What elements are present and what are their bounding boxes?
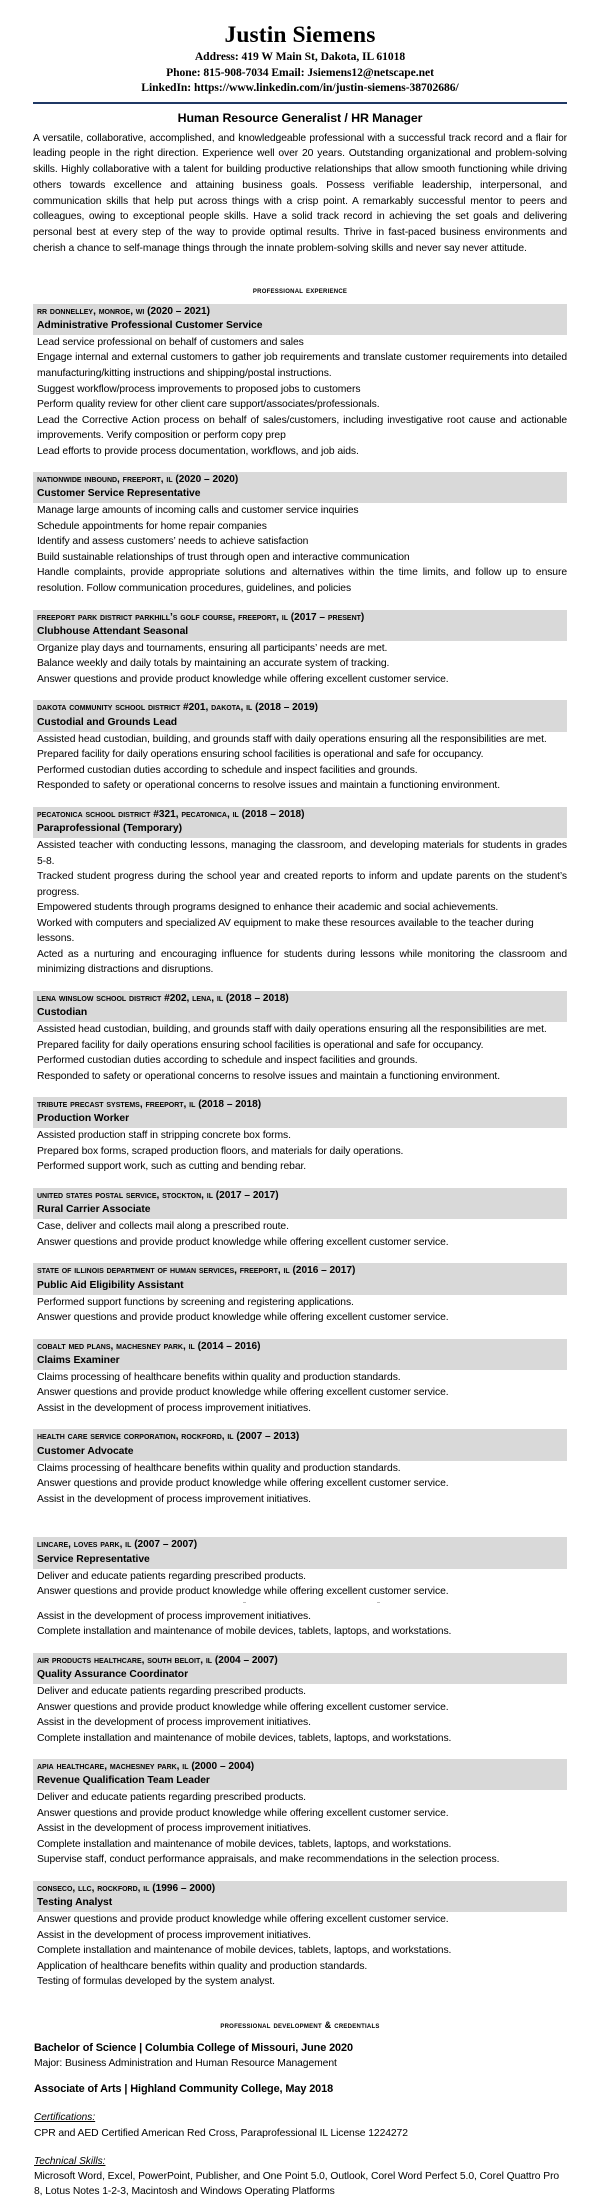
job-entry <box>33 1097 567 1175</box>
job-header <box>33 807 567 838</box>
job-header <box>33 1097 567 1128</box>
job-company: apia healthcare, machesney park, il (2000 – 2004) <box>37 1761 255 1773</box>
job-company: lena winslow school district #202, lena, il (2018 – 2018) <box>37 992 289 1004</box>
job-bullet: Empowered students through programs designed to enhance their academic and social achievements. <box>37 902 499 914</box>
job-bullet: Manage large amounts of incoming calls and customer service inquiries <box>37 505 359 517</box>
job-bullets <box>33 503 567 596</box>
job-bullets <box>33 1684 567 1746</box>
job-bullets <box>33 1022 567 1084</box>
job-bullet: Complete installation and maintenance of mobile devices, tablets, laptops, and workstations. <box>37 1945 452 1957</box>
linkedin-line: LinkedIn: https://www.linkedin.com/in/justin-siemens-38702686/ <box>141 81 459 95</box>
education-entry <box>33 2040 567 2071</box>
education-degree: Associate of Arts | Highland Community College, May 2018 <box>34 2083 334 2096</box>
job-company: rr donnelley, monroe, wi (2020 – 2021) <box>37 305 211 317</box>
job-entry <box>33 700 567 793</box>
job-header <box>33 1263 567 1294</box>
job-entry <box>33 610 567 688</box>
job-company: cobalt med plans, machesney park, il (2014 – 2016) <box>37 1340 261 1352</box>
job-company: conseco, llc, rockford, il (1996 – 2000) <box>37 1882 216 1894</box>
job-company: tribute precast systems, freeport, il (2018 – 2018) <box>37 1099 262 1111</box>
section-heading-professional-development: professional development & credentials <box>220 2019 380 2030</box>
job-header <box>33 1653 567 1684</box>
job-bullet: Answer questions and provide product knowledge while offering excellent customer service. <box>37 1387 449 1399</box>
job-company: air products healthcare, south beloit, il (2004 – 2007) <box>37 1654 278 1666</box>
job-title: Custodial and Grounds Lead <box>37 716 178 728</box>
target-role-headline: Human Resource Generalist / HR Manager <box>177 110 423 125</box>
job-title: Administrative Professional Customer Service <box>37 319 263 331</box>
job-bullet: Assist in the development of process improvement initiatives. <box>37 1493 311 1505</box>
job-header <box>33 472 567 503</box>
education-entry <box>33 2081 567 2097</box>
job-bullet: Answer questions and provide product knowledge while offering excellent customer service. <box>37 1586 449 1598</box>
technical-skills-label: Technical Skills: <box>34 2155 106 2167</box>
technical-skills-block <box>33 2154 567 2200</box>
job-entry <box>33 304 567 459</box>
job-bullet: Schedule appointments for home repair companies <box>37 520 267 532</box>
education-major: Major: Business Administration and Human Resource Management <box>34 2058 337 2069</box>
job-bullet: Prepared facility for daily operations ensuring school facilities is operational and safe for occupancy. <box>37 1039 484 1051</box>
job-bullets <box>33 732 567 794</box>
section-heading-professional-experience: professional experience <box>252 284 348 295</box>
job-entry <box>33 1881 567 1990</box>
job-bullet: Assist in the development of process improvement initiatives. <box>37 1717 311 1729</box>
job-bullet: Prepared facility for daily operations ensuring school facilities is operational and safe for occupancy. <box>37 749 484 761</box>
scan-artifact <box>33 1600 567 1609</box>
certifications-text: CPR and AED Certified American Red Cross, Paraprofessional IL License 1224272 <box>34 2127 408 2139</box>
job-bullet: Supervise staff, conduct performance appraisals, and make recommendations in the selection process. <box>37 1854 500 1866</box>
job-company: united states postal service, stockton, il (2017 – 2017) <box>37 1189 279 1201</box>
job-bullets <box>33 1790 567 1868</box>
job-title: Paraprofessional (Temporary) <box>37 823 182 835</box>
job-company: dakota community school district #201, dakota, il (2018 – 2019) <box>37 702 318 714</box>
job-entry <box>33 1339 567 1417</box>
job-bullet: Answer questions and provide product knowledge while offering excellent customer service. <box>37 1807 449 1819</box>
job-bullet: Suggest workflow/process improvements to proposed jobs to customers <box>37 383 361 395</box>
job-header <box>33 991 567 1022</box>
job-header <box>33 1537 567 1568</box>
job-company: pecatonica school district #321, pecatonica, il (2018 – 2018) <box>37 808 305 820</box>
job-bullets <box>33 1912 567 1990</box>
job-bullets <box>33 1219 567 1250</box>
job-bullet: Answer questions and provide product knowledge while offering excellent customer service. <box>37 1914 449 1926</box>
education-degree: Bachelor of Science | Columbia College of Missouri, June 2020 <box>34 2041 353 2054</box>
job-header <box>33 1188 567 1219</box>
job-bullet: Claims processing of healthcare benefits within quality and production standards. <box>37 1462 401 1474</box>
job-bullet: Acted as a nurturing and encouraging influence for students during lessons while monitoring the classroom and minimizing distractions and disruptions. <box>37 948 567 976</box>
job-header <box>33 1759 567 1790</box>
job-title: Customer Service Representative <box>37 488 201 500</box>
job-header <box>33 1339 567 1370</box>
job-bullet: Answer questions and provide product knowledge while offering excellent customer service. <box>37 1312 449 1324</box>
job-bullet: Answer questions and provide product knowledge while offering excellent customer service. <box>37 1701 449 1713</box>
job-company: nationwide inbound, freeport, il (2020 – 2020) <box>37 474 239 486</box>
job-bullets <box>33 641 567 688</box>
job-entry <box>33 1759 567 1868</box>
job-bullet: Responded to safety or operational concerns to resolve issues and maintain a functioning environment. <box>37 1070 500 1082</box>
job-bullet: Worked with computers and specialized AV equipment to make these resources available to the teacher during lessons. <box>37 917 534 945</box>
job-bullet: Deliver and educate patients regarding prescribed products. <box>37 1792 306 1804</box>
job-company: freeport park district parkhill’s golf course, freeport, il (2017 – present) <box>37 611 365 623</box>
job-title: Service Representative <box>37 1553 150 1565</box>
job-bullet: Prepared box forms, scraped production floors, and materials for daily operations. <box>37 1145 404 1157</box>
address-line: Address: 419 W Main St, Dakota, IL 61018 <box>194 50 406 64</box>
job-company: lincare, loves park, il (2007 – 2007) <box>37 1539 198 1551</box>
job-title: Custodian <box>37 1007 88 1019</box>
job-header <box>33 1429 567 1460</box>
job-bullet: Organize play days and tournaments, ensuring all participants’ needs are met. <box>37 642 388 654</box>
job-header <box>33 610 567 641</box>
job-entry <box>33 1263 567 1325</box>
job-title: Quality Assurance Coordinator <box>37 1669 189 1681</box>
job-bullet: Answer questions and provide product knowledge while offering excellent customer service. <box>37 1236 449 1248</box>
job-bullet: Assist in the development of process improvement initiatives. <box>37 1402 311 1414</box>
job-bullet: Lead efforts to provide process documentation, workflows, and job aids. <box>37 445 359 457</box>
resume-header <box>33 22 567 96</box>
job-bullet: Handle complaints, provide appropriate solutions and alternatives within the time limits, and follow up to ensure resolution. Follow communication procedures, guidelines, and policies <box>37 567 567 594</box>
job-entry <box>33 807 567 978</box>
job-entry <box>33 472 567 596</box>
job-bullet: Case, deliver and collects mail along a prescribed route. <box>37 1221 289 1233</box>
job-bullets <box>33 1370 567 1417</box>
job-bullets <box>33 1569 567 1600</box>
job-bullet: Assist in the development of process improvement initiatives. <box>37 1610 311 1622</box>
job-bullet: Balance weekly and daily totals by maintaining an accurate system of tracking. <box>37 658 390 670</box>
job-bullet: Engage internal and external customers to gather job requirements and translate customer requirements into detailed manufacturing/kitting instructions and shipping/postal instructions. <box>37 352 567 379</box>
job-entry <box>33 1188 567 1250</box>
job-bullets <box>33 838 567 978</box>
professional-summary: A versatile, collaborative, accomplished, and knowledgeable professional with a successful track record and a flair for leading people in the right direction. Experience well over 20 years. Outstanding organizational and problem-solving skills. Highly collaborative with a talent for building productive relationships that allow smooth functioning while driving others towards excellence and attaining business goals. Possess verifiable leadership, interpersonal, and communication skills that help put across things with a crisp point. A remarkably successful mentor to peers and colleagues, owing to exceptional people skills. Have a solid track record in achieving the set goals and delivering personal best at every step of the way to provide optimal results. Thrive in fast-paced business environments and cherish a chance to self-manage things through the innate problem-solving skills and never say never attitude. <box>33 132 567 254</box>
job-bullet: Assisted teacher with conducting lessons, managing the classroom, and developing materials for students in grades 5-8. <box>37 840 567 867</box>
job-bullet: Tracked student progress during the school year and created reports to inform and update parents on the student’s progress. <box>37 871 567 898</box>
job-bullet: Application of healthcare benefits within quality and production standards. <box>37 1960 368 1972</box>
job-bullet: Deliver and educate patients regarding prescribed products. <box>37 1686 306 1698</box>
job-bullet: Assist in the development of process improvement initiatives. <box>37 1823 311 1835</box>
job-title: Production Worker <box>37 1113 130 1125</box>
job-title: Rural Carrier Associate <box>37 1204 151 1216</box>
job-header <box>33 700 567 731</box>
job-bullet: Performed custodian duties according to schedule and inspect facilities and grounds. <box>37 764 418 776</box>
job-bullet: Lead the Corrective Action process on behalf of sales/customers, including investigative root cause and actionable improvements. Verify composition or perform copy prep <box>37 414 567 442</box>
job-bullet: Performed support functions by screening and registering applications. <box>37 1296 354 1308</box>
job-bullet: Claims processing of healthcare benefits within quality and production standards. <box>37 1371 401 1383</box>
job-bullet: Deliver and educate patients regarding prescribed products. <box>37 1570 306 1582</box>
job-entry <box>33 1537 567 1639</box>
technical-skills-text: Microsoft Word, Excel, PowerPoint, Publisher, and One Point 5.0, Outlook, Corel Word Perfect 5.0, Corel Quattro Pro 8, Lotus Notes 1-2-3, Macintosh and Windows Operating Platforms <box>34 2171 560 2198</box>
certifications-label: Certifications: <box>34 2112 96 2124</box>
candidate-name: Justin Siemens <box>224 22 376 48</box>
job-bullet: Assist in the development of process improvement initiatives. <box>37 1929 311 1941</box>
phone-email-line: Phone: 815-908-7034 Email: Jsiemens12@netscape.net <box>166 65 434 79</box>
job-bullet: Build sustainable relationships of trust through open and interactive communication <box>37 551 410 563</box>
job-company: state of illinois department of human services, freeport, il (2016 – 2017) <box>37 1265 356 1277</box>
job-header <box>33 304 567 335</box>
job-title: Testing Analyst <box>37 1897 113 1909</box>
certifications-block <box>33 2110 567 2140</box>
header-divider <box>33 102 567 104</box>
job-entry <box>33 991 567 1084</box>
job-bullets <box>33 1609 567 1640</box>
job-bullet: Complete installation and maintenance of mobile devices, tablets, laptops, and workstations. <box>37 1732 452 1744</box>
job-bullets <box>33 335 567 459</box>
job-title: Revenue Qualification Team Leader <box>37 1775 210 1787</box>
education-list <box>33 2040 567 2098</box>
job-bullet: Complete installation and maintenance of mobile devices, tablets, laptops, and workstations. <box>37 1838 452 1850</box>
job-bullet: Responded to safety or operational concerns to resolve issues and maintain a functioning environment. <box>37 780 500 792</box>
job-bullet: Assisted head custodian, building, and grounds staff with daily operations ensuring all the responsibilities are met. <box>37 733 547 745</box>
job-bullet: Complete installation and maintenance of mobile devices, tablets, laptops, and workstations. <box>37 1626 452 1638</box>
job-title: Public Aid Eligibility Assistant <box>37 1279 184 1291</box>
job-entry <box>33 1653 567 1746</box>
job-bullet: Identify and assess customers’ needs to achieve satisfaction <box>37 536 309 548</box>
job-entry <box>33 1429 567 1507</box>
job-title: Customer Advocate <box>37 1445 134 1457</box>
job-title: Clubhouse Attendant Seasonal <box>37 625 189 637</box>
job-bullets <box>33 1461 567 1508</box>
job-bullet: Answer questions and provide product knowledge while offering excellent customer service. <box>37 673 449 685</box>
job-bullets <box>33 1295 567 1326</box>
job-title: Claims Examiner <box>37 1354 120 1366</box>
experience-list <box>33 304 567 1990</box>
job-bullet: Assisted production staff in stripping concrete box forms. <box>37 1130 291 1142</box>
job-bullet: Perform quality review for other client care support/associates/professionals. <box>37 399 380 411</box>
job-bullet: Assisted head custodian, building, and grounds staff with daily operations ensuring all the responsibilities are met. <box>37 1024 547 1035</box>
job-bullet: Answer questions and provide product knowledge while offering excellent customer service. <box>37 1478 449 1490</box>
job-company: health care service corporation, rockford, il (2007 – 2013) <box>37 1431 300 1443</box>
job-bullet: Performed custodian duties according to schedule and inspect facilities and grounds. <box>37 1055 418 1067</box>
job-bullet: Lead service professional on behalf of customers and sales <box>37 336 304 348</box>
job-bullet: Performed support work, such as cutting and bending rebar. <box>37 1161 307 1173</box>
job-bullets <box>33 1128 567 1175</box>
job-bullet: Testing of formulas developed by the system analyst. <box>37 1976 275 1988</box>
